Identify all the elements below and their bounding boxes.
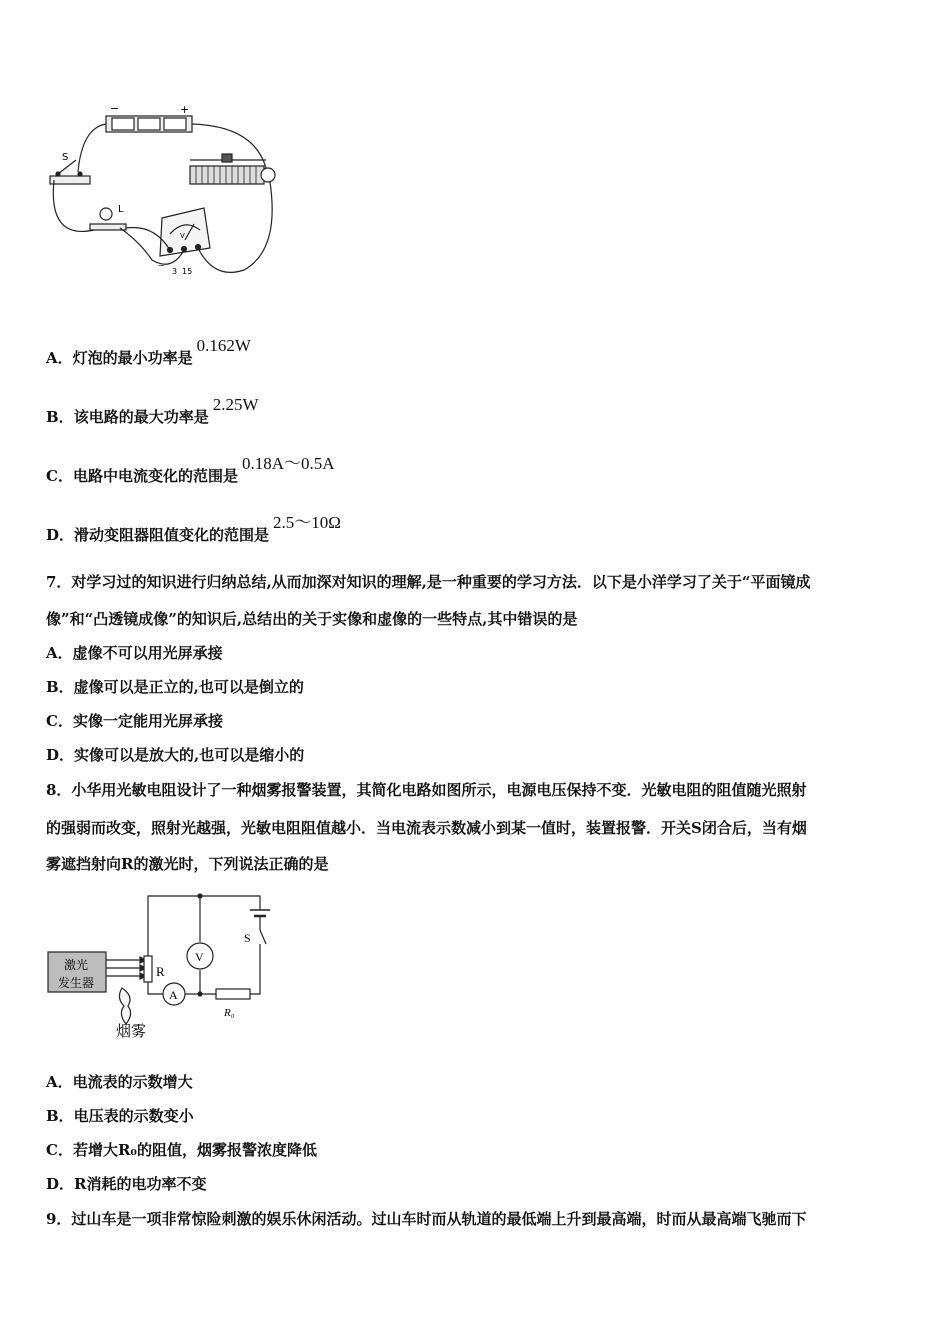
q8-option-a: A．电流表的示数增大 [46, 1073, 193, 1091]
q6-option-b-formula: 2.25W [212, 395, 259, 414]
resistor-r-label: R [156, 964, 165, 979]
q7-option-a: A．虚像不可以用光屏承接 [46, 644, 223, 662]
battery-minus-label: − [110, 102, 120, 115]
q7-option-b: B．虚像可以是正立的,也可以是倒立的 [46, 678, 304, 696]
q6-option-a: A．灯泡的最小功率是0.162W [46, 336, 251, 367]
q8-option-b: B．电压表的示数变小 [46, 1107, 194, 1125]
q8-option-c: C．若增大R₀的阻值，烟雾报警浓度降低 [46, 1141, 317, 1159]
q7-stem-line-2: 像”和“凸透镜成像”的知识后,总结出的关于实像和虚像的一些特点,其中错误的是 [46, 610, 578, 628]
q6-option-c: C．电路中电流变化的范围是0.18A～0.5A [46, 454, 335, 485]
meter-3-terminal: 3 [172, 267, 178, 276]
q6-option-d: D．滑动变阻器阻值变化的范围是2.5～10Ω [46, 513, 341, 544]
laser-generator-label-2: 发生器 [58, 976, 95, 990]
resistor-r0-label: R₀ [224, 1007, 235, 1019]
voltmeter-face-label: V [180, 232, 185, 240]
q9-stem-line-1: 9．过山车是一项非常惊险刺激的娱乐休闲活动。过山车时而从轨道的最低端上升到最高端，时而从最高端飞驰而下 [46, 1210, 807, 1228]
q6-option-c-formula: 0.18A～0.5A [241, 454, 335, 473]
q7-stem-line-1: 7．对学习过的知识进行归纳总结,从而加深对知识的理解,是一种重要的学习方法．以下是小洋学习了关于“平面镜成 [46, 573, 811, 591]
q8-stem-line-1: 8．小华用光敏电阻设计了一种烟雾报警装置，其简化电路如图所示，电源电压保持不变．光敏电阻的阻值随光照射 [46, 781, 807, 799]
battery-plus-label: + [180, 103, 190, 116]
ammeter-label: A [169, 988, 178, 1002]
q6-option-b: B．该电路的最大功率是2.25W [46, 395, 259, 426]
switch-s-label: S [244, 931, 251, 945]
meter-15-terminal: 15 [182, 267, 193, 276]
q8-stem-line-2: 的强弱而改变，照射光越强，光敏电阻阻值越小．当电流表示数减小到某一值时，装置报警．开关S闭合后，当有烟 [46, 819, 807, 837]
q7-option-c: C．实像一定能用光屏承接 [46, 712, 223, 730]
circuit-figure-1 [44, 100, 284, 290]
q8-stem-line-3: 雾遮挡射向R的激光时，下列说法正确的是 [46, 855, 329, 873]
q8-option-d: D．R消耗的电功率不变 [46, 1175, 207, 1193]
laser-generator-label-1: 激光 [64, 958, 89, 972]
q6-option-a-formula: 0.162W [196, 336, 251, 355]
q6-option-d-formula: 2.5～10Ω [273, 513, 341, 532]
switch-label: S [62, 152, 69, 163]
voltmeter-label: V [195, 950, 204, 964]
meter-minus-terminal: − [158, 261, 165, 270]
lamp-label: L [118, 204, 124, 215]
smoke-label: 烟雾 [116, 1022, 147, 1040]
circuit-figure-2 [44, 890, 284, 1040]
q7-option-d: D．实像可以是放大的,也可以是缩小的 [46, 746, 305, 764]
